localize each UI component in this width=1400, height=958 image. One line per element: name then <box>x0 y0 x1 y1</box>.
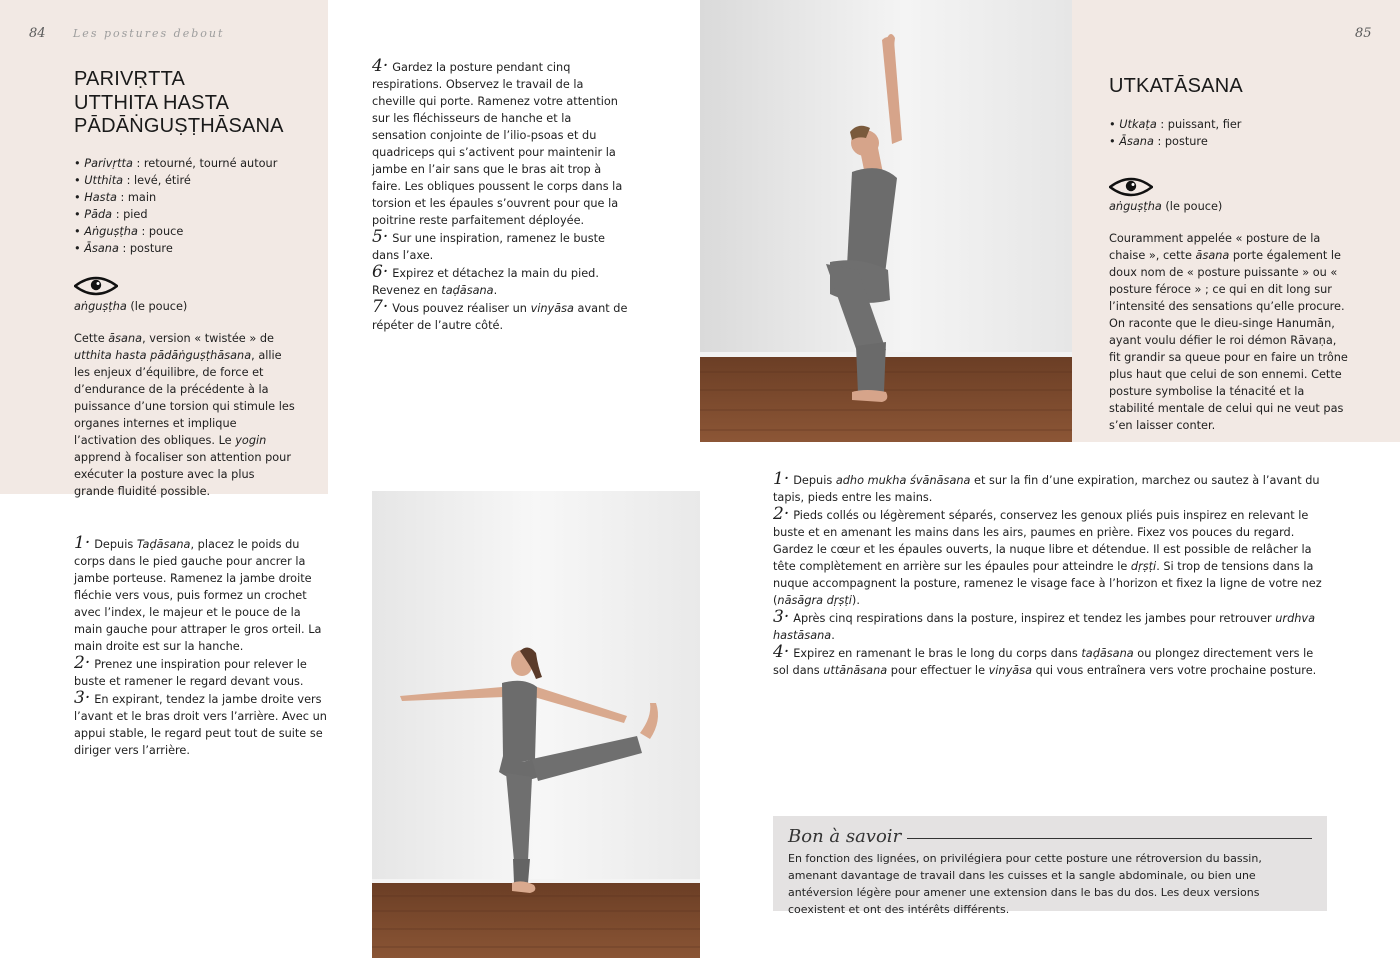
step-item <box>372 229 628 264</box>
etymology-term: Āsana <box>84 242 119 255</box>
step-number: 2· <box>74 653 91 673</box>
etymology-term: Aṅguṣṭha <box>84 225 138 238</box>
gaze-term: aṅguṣṭha <box>74 300 127 313</box>
gaze-note: (le pouce) <box>1161 200 1223 213</box>
page-number-left: 84 <box>29 26 46 41</box>
step-item <box>773 644 1325 679</box>
etymology-definition: : puissant, fier <box>1156 118 1242 131</box>
step-item <box>372 264 628 299</box>
step-item <box>773 609 1325 644</box>
etymology-definition: : main <box>116 191 157 204</box>
step-item <box>773 471 1325 506</box>
eye-icon <box>74 276 118 296</box>
eye-icon <box>1109 177 1153 197</box>
pose-photo-twisted-balance <box>372 491 700 958</box>
pose-title-left <box>74 68 284 139</box>
title-line: PĀDĀṄGUṢṬHĀSANA <box>74 115 284 137</box>
page-number-right: 85 <box>1355 26 1372 41</box>
step-item <box>372 58 628 229</box>
etymology-list-left <box>74 155 324 257</box>
gaze-point-right <box>1109 198 1222 215</box>
etymology-term: Utthita <box>84 174 124 187</box>
step-number: 5· <box>372 227 389 247</box>
tip-rule <box>907 838 1312 839</box>
step-text: Vous pouvez réaliser un vinyāsa avant de répéter de l’autre côté. <box>372 302 628 332</box>
etymology-item <box>74 240 324 257</box>
step-text: Depuis adho mukha śvānāsana et sur la fin d’une expiration, marchez ou sautez à l’avant du tapis, pieds entre les mains. <box>773 474 1320 504</box>
step-item <box>74 535 332 655</box>
step-number: 1· <box>74 533 91 553</box>
tip-text: En fonction des lignées, on privilégiera pour cette posture une rétroversion du bassin, amenant davantage de travail dans les cuisses et la sangle abdominale, ou bien une antéversion légère pour amener une extension dans le bas du dos. Les deux versions coexistent et ont des intérêts différents. <box>788 852 1262 916</box>
step-item <box>372 299 628 334</box>
etymology-definition: : pied <box>112 208 148 221</box>
step-number: 7· <box>372 297 389 317</box>
etymology-term: Hasta <box>84 191 117 204</box>
etymology-term: Pāda <box>84 208 113 221</box>
running-head: Les postures debout <box>73 27 225 40</box>
etymology-term: Utkaṭa <box>1119 118 1157 131</box>
tip-header <box>788 826 1312 847</box>
etymology-item <box>74 172 324 189</box>
step-number: 3· <box>74 688 91 708</box>
tip-title: Bon à savoir <box>788 826 902 847</box>
etymology-item <box>1109 133 1369 150</box>
etymology-definition: : retourné, tourné autour <box>132 157 278 170</box>
step-text: Pieds collés ou légèrement séparés, conservez les genoux pliés puis inspirez en relevant le buste et en amenant les mains dans les airs, paumes en prière. Fixez vos pouces du regard. Gardez le cœur et les épaules ouverts, la nuque libre et détendue. Il est possible de relâcher la tête complètement en arrière sur les épaules pour atteindre le dṛṣṭi. Si trop de tensions dans la nuque accompagnent la posture, ramenez le visage face à l’horizon et fixez la ligne de votre nez (nāsāgra dṛṣṭi). <box>773 509 1322 607</box>
gaze-term: aṅguṣṭha <box>1109 200 1162 213</box>
etymology-list-right <box>1109 116 1369 150</box>
etymology-term: Parivṛtta <box>84 157 133 170</box>
etymology-item <box>1109 116 1369 133</box>
step-text: Sur une inspiration, ramenez le buste dans l’axe. <box>372 232 605 262</box>
etymology-definition: : levé, étiré <box>123 174 191 187</box>
gaze-point-left <box>74 298 187 315</box>
pose-title-right: UTKATĀSANA <box>1109 75 1243 97</box>
step-text: Après cinq respirations dans la posture, inspirez et tendez les jambes pour retrouver urdhva hastāsana. <box>773 612 1316 642</box>
step-text: Expirez et détachez la main du pied. Revenez en taḍāsana. <box>372 267 599 297</box>
etymology-item <box>74 189 324 206</box>
etymology-definition: : posture <box>1153 135 1208 148</box>
intro-paragraph-left <box>74 330 296 500</box>
step-text: Depuis Taḍāsana, placez le poids du corps dans le pied gauche pour ancrer la jambe porteuse. Ramenez la jambe droite fléchie vers vous, puis formez un crochet avec l’index, le majeur et le pouce de la main gauche pour attraper le gros orteil. La main droite est sur la hanche. <box>74 538 322 653</box>
gaze-note: (le pouce) <box>126 300 188 313</box>
title-line: UTTHITA HASTA <box>74 91 230 114</box>
step-number: 3· <box>773 607 790 627</box>
step-item <box>74 655 332 690</box>
tip-box <box>773 816 1327 916</box>
step-number: 2· <box>773 504 790 524</box>
paragraph: Couramment appelée « posture de la chaise », cette āsana porte également le doux nom de « posture puissante » ou « posture féroce » ; ce qui en dit long sur l’intensité des sensations qu’elle procure. On raconte que le dieu-singe Hanumān, ayant voulu défier le roi démon Rāvaṇa, fit grandir sa queue pour en faire un trône plus haut que celui de son ennemi. Cette posture symbolise la ténacité et la stabilité mentale de celui qui ne veut pas s’en laisser conter. <box>1109 232 1348 432</box>
step-text: Expirez en ramenant le bras le long du corps dans taḍāsana ou plongez directement vers le sol dans uttānāsana pour effectuer le vinyāsa qui vous entraînera vers votre prochaine posture. <box>773 647 1317 677</box>
title-line: PARIVṚTTA <box>74 68 186 90</box>
etymology-term: Āsana <box>1119 135 1154 148</box>
step-text: Prenez une inspiration pour relever le buste et ramener le regard devant vous. <box>74 658 307 688</box>
step-item <box>773 506 1325 609</box>
steps-middle-column <box>372 58 628 334</box>
etymology-definition: : posture <box>118 242 173 255</box>
step-text: Gardez la posture pendant cinq respirations. Observez le travail de la cheville qui porte. Ramenez votre attention sur les fléchisseurs de hanche et la sensation conjointe de l’ilio-psoas et du quadriceps qui s’activent pour maintenir la jambe en l’air sans que le bras ait trop à faire. Les obliques poussent le corps dans la torsion et les épaules s’ouvrent pour que la poitrine reste parfaitement déployée. <box>372 61 623 227</box>
step-number: 4· <box>773 642 790 662</box>
etymology-definition: : pouce <box>137 225 184 238</box>
step-number: 1· <box>773 469 790 489</box>
steps-left-column <box>74 535 332 759</box>
etymology-item <box>74 223 324 240</box>
step-item <box>74 690 332 759</box>
pose-photo-chair <box>700 0 1072 442</box>
paragraph: Cette āsana, version « twistée » de utthita hasta pādāṅguṣṭhāsana, allie les enjeux d’équilibre, de force et d’endurance de la précédente à la puissance d’une torsion qui stimule les organes internes et implique l’activation des obliques. Le yogin apprend à focaliser son attention pour exécuter la posture avec la plus grande fluidité possible. <box>74 332 295 498</box>
etymology-item <box>74 155 324 172</box>
step-text: En expirant, tendez la jambe droite vers l’avant et le bras droit vers l’arrière. Avec un appui stable, le regard peut tout de suite se diriger vers l’arrière. <box>74 693 327 757</box>
step-number: 6· <box>372 262 389 282</box>
photo-illustration <box>700 0 1072 442</box>
step-number: 4· <box>372 56 389 76</box>
etymology-item <box>74 206 324 223</box>
intro-paragraph-right <box>1109 230 1349 434</box>
steps-right-column <box>773 471 1325 679</box>
photo-illustration <box>372 491 700 958</box>
